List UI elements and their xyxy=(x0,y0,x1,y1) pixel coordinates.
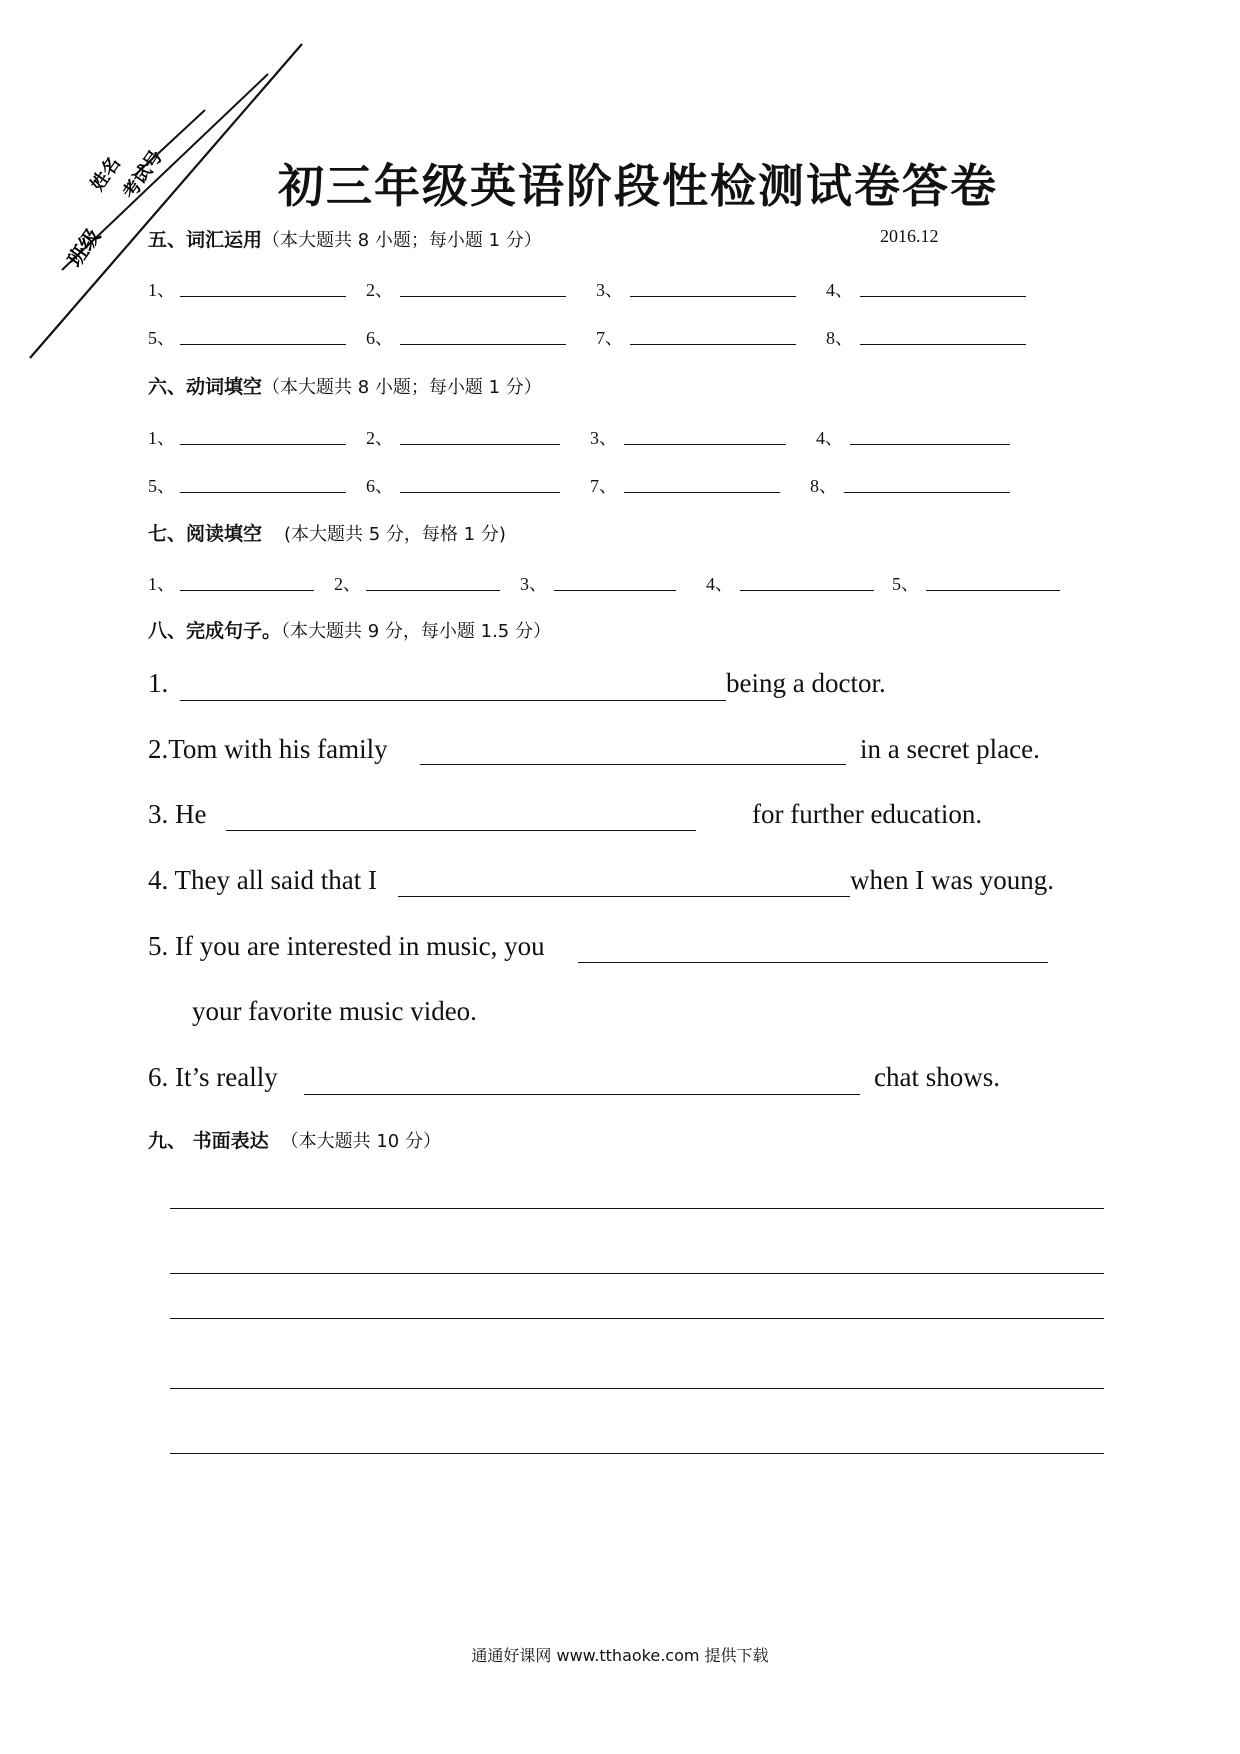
s5-item-2-label: 2、 xyxy=(366,280,393,300)
stamp-class-label: 班级 xyxy=(62,224,106,271)
s6-item-8-label: 8、 xyxy=(810,476,837,496)
sentence-2-prefix: 2.Tom with his family xyxy=(148,734,388,764)
s7-item-3-label: 3、 xyxy=(520,574,547,594)
s7-item-5-label: 5、 xyxy=(892,574,919,594)
s7-item-4-blank[interactable] xyxy=(740,590,874,591)
section-8-note: （本大题共 9 分，每小题 1.5 分） xyxy=(281,621,551,642)
section-6-heading xyxy=(148,372,542,399)
s5-item-7-label: 7、 xyxy=(596,328,623,348)
sentence-3-suffix: for further education. xyxy=(752,799,983,829)
s5-item-3-blank[interactable] xyxy=(630,296,796,297)
s6-item-6-label: 6、 xyxy=(366,476,393,496)
footer-text: 通通好课网 www.tthaoke.com 提供下载 xyxy=(471,1646,769,1665)
sentence-6-blank[interactable] xyxy=(304,1094,860,1095)
exam-date: 2016.12 xyxy=(880,226,939,246)
section-8-label: 八、完成句子。 xyxy=(148,620,282,642)
sentence-5-blank[interactable] xyxy=(578,962,1048,963)
s6-item-3-blank[interactable] xyxy=(624,444,786,445)
section-5-heading xyxy=(148,225,542,252)
s7-item-4-label: 4、 xyxy=(706,574,733,594)
section-5-label: 五、词汇运用 xyxy=(148,229,263,251)
sentence-4-suffix: when I was young. xyxy=(850,865,1054,895)
s5-item-1-label: 1、 xyxy=(148,280,175,300)
section-9-heading xyxy=(148,1126,441,1153)
s6-item-6-blank[interactable] xyxy=(400,492,560,493)
s5-item-5-label: 5、 xyxy=(148,328,175,348)
sentence-2-suffix: in a secret place. xyxy=(860,734,1040,764)
sentence-3-blank[interactable] xyxy=(226,830,696,831)
s7-item-2-label: 2、 xyxy=(334,574,361,594)
s5-item-8-label: 8、 xyxy=(826,328,853,348)
sentence-1-blank[interactable] xyxy=(180,700,726,701)
s5-item-4-blank[interactable] xyxy=(860,296,1026,297)
writing-line[interactable] xyxy=(170,1388,1104,1389)
s6-item-5-label: 5、 xyxy=(148,476,175,496)
writing-line[interactable] xyxy=(170,1208,1104,1209)
s6-item-2-label: 2、 xyxy=(366,428,393,448)
section-7-note: (本大题共 5 分，每格 1 分) xyxy=(284,524,506,545)
stamp-examno-label: 考试号 xyxy=(118,146,168,203)
sentence-5-continuation: your favorite music video. xyxy=(192,996,477,1026)
s5-item-3-label: 3、 xyxy=(596,280,623,300)
s5-item-4-label: 4、 xyxy=(826,280,853,300)
sentence-3-prefix: 3. He xyxy=(148,799,207,829)
s6-item-1-blank[interactable] xyxy=(180,444,346,445)
writing-line[interactable] xyxy=(170,1273,1104,1274)
section-6-note: （本大题共 8 小题；每小题 1 分） xyxy=(262,377,542,398)
page-title: 初三年级英语阶段性检测试卷答卷 xyxy=(278,159,998,213)
s6-item-7-label: 7、 xyxy=(590,476,617,496)
section-5-note: （本大题共 8 小题；每小题 1 分） xyxy=(262,230,542,251)
section-9-note: （本大题共 10 分） xyxy=(280,1131,441,1152)
section-8-heading xyxy=(148,616,551,643)
s7-item-5-blank[interactable] xyxy=(926,590,1060,591)
sentence-2-blank[interactable] xyxy=(420,764,846,765)
s5-item-5-blank[interactable] xyxy=(180,344,346,345)
sentence-1-prefix: 1. xyxy=(148,668,169,698)
s6-item-2-blank[interactable] xyxy=(400,444,560,445)
section-7-heading xyxy=(148,519,506,546)
s6-item-4-label: 4、 xyxy=(816,428,843,448)
s7-item-2-blank[interactable] xyxy=(366,590,500,591)
s5-item-2-blank[interactable] xyxy=(400,296,566,297)
s6-item-4-blank[interactable] xyxy=(850,444,1010,445)
sentence-1-suffix: being a doctor. xyxy=(726,668,886,698)
s6-item-8-blank[interactable] xyxy=(844,492,1010,493)
sentence-6-suffix: chat shows. xyxy=(874,1062,1000,1092)
section-7-label: 七、阅读填空 xyxy=(148,523,263,545)
s5-item-6-blank[interactable] xyxy=(400,344,566,345)
sentence-4-prefix: 4. They all said that I xyxy=(148,865,377,895)
s7-item-1-blank[interactable] xyxy=(180,590,314,591)
s6-item-3-label: 3、 xyxy=(590,428,617,448)
binding-stamp xyxy=(0,0,320,370)
section-6-label: 六、动词填空 xyxy=(148,376,263,398)
s7-item-1-label: 1、 xyxy=(148,574,175,594)
s6-item-7-blank[interactable] xyxy=(624,492,780,493)
writing-line[interactable] xyxy=(170,1453,1104,1454)
s5-item-8-blank[interactable] xyxy=(860,344,1026,345)
stamp-name-label: 姓名 xyxy=(86,153,125,195)
writing-line[interactable] xyxy=(170,1318,1104,1319)
s6-item-1-label: 1、 xyxy=(148,428,175,448)
s7-item-3-blank[interactable] xyxy=(554,590,676,591)
s5-item-1-blank[interactable] xyxy=(180,296,346,297)
s6-item-5-blank[interactable] xyxy=(180,492,346,493)
sentence-6-prefix: 6. It’s really xyxy=(148,1062,278,1092)
s5-item-7-blank[interactable] xyxy=(630,344,796,345)
s5-item-6-label: 6、 xyxy=(366,328,393,348)
section-9-label: 九、 书面表达 xyxy=(148,1130,269,1152)
sentence-5-prefix: 5. If you are interested in music, you xyxy=(148,931,545,961)
sentence-4-blank[interactable] xyxy=(398,896,850,897)
